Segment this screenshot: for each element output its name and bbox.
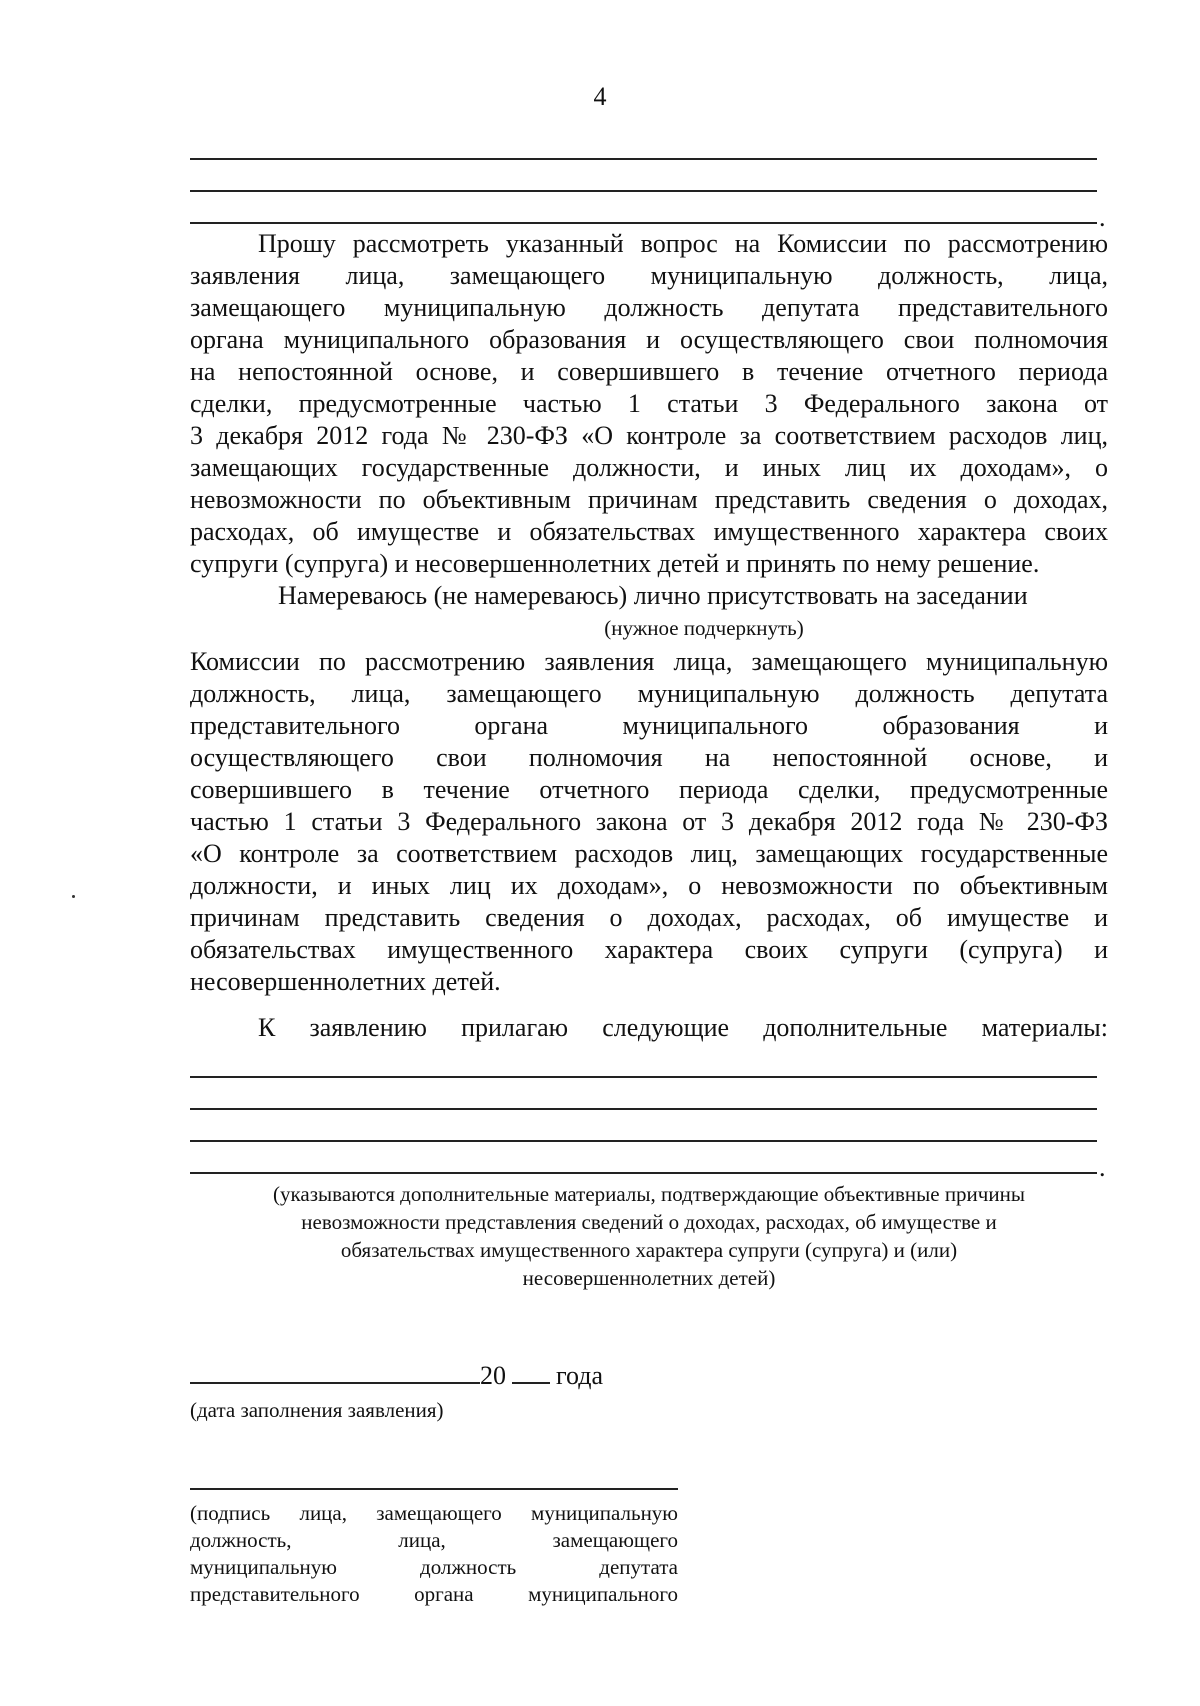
text-line: замещающего муниципальную должность депутата представительного bbox=[190, 293, 1108, 322]
text-line: супруги (супруга) и несовершеннолетних детей и принять по нему решение. bbox=[190, 549, 1040, 578]
text-line: должности, и иных лиц их доходам», о невозможности по объективным bbox=[190, 871, 1108, 900]
note-line: несовершеннолетних детей) bbox=[522, 1266, 776, 1290]
year-suffix: года bbox=[556, 1361, 604, 1390]
text-line: расходах, об имуществе и обязательствах имущественного характера своих bbox=[190, 517, 1108, 546]
signature-line[interactable] bbox=[190, 1488, 678, 1490]
text-line: на непостоянной основе, и совершившего в течение отчетного периода bbox=[190, 357, 1108, 386]
text-line: «О контроле за соответствием расходов лиц, замещающих государственные bbox=[190, 839, 1108, 868]
text-line: обязательствах имущественного характера своих супруги (супруга) и bbox=[190, 935, 1108, 964]
date-blank[interactable] bbox=[190, 1360, 480, 1384]
page-number: 4 bbox=[593, 82, 607, 111]
text-line: сделки, предусмотренные частью 1 статьи 3 Федерального закона от bbox=[190, 389, 1108, 418]
date-field bbox=[190, 1360, 603, 1391]
caption-line: представительного органа муниципального bbox=[190, 1582, 678, 1606]
blank-line bbox=[190, 222, 1097, 224]
attachments-note bbox=[190, 1180, 1108, 1292]
text-line: причинам представить сведения о доходах, расходах, об имуществе и bbox=[190, 903, 1108, 932]
year-blank[interactable] bbox=[512, 1360, 550, 1384]
intent-text: Намереваюсь (не намереваюсь) лично присутствовать на заседании bbox=[278, 581, 1028, 610]
signature-caption bbox=[190, 1500, 678, 1608]
request-paragraph bbox=[190, 228, 1108, 580]
intent-line bbox=[190, 580, 1108, 612]
blank-line bbox=[190, 158, 1097, 160]
caption-line: муниципальную должность депутата bbox=[190, 1555, 678, 1579]
note-line: обязательствах имущественного характера супруги (супруга) и (или) bbox=[340, 1238, 958, 1262]
text-line: частью 1 статьи 3 Федерального закона от 3 декабря 2012 года № 230-ФЗ bbox=[190, 807, 1108, 836]
attachments-text: К заявлению прилагаю следующие дополнительные материалы: bbox=[258, 1013, 1108, 1042]
blank-line bbox=[190, 1172, 1097, 1174]
blank-line bbox=[190, 190, 1097, 192]
commission-paragraph bbox=[190, 646, 1108, 998]
text-line: невозможности по объективным причинам представить сведения о доходах, bbox=[190, 485, 1108, 514]
intent-note: (нужное подчеркнуть) bbox=[604, 616, 804, 640]
caption-line: должность, лица, замещающего bbox=[190, 1528, 678, 1552]
blank-line bbox=[190, 1076, 1097, 1078]
caption-line: (подпись лица, замещающего муниципальную bbox=[190, 1501, 678, 1525]
text-line: представительного органа муниципального образования и bbox=[190, 711, 1108, 740]
text-line: совершившего в течение отчетного периода сделки, предусмотренные bbox=[190, 775, 1108, 804]
year-prefix: 20 bbox=[480, 1361, 506, 1390]
line-end-period: . bbox=[1099, 1153, 1106, 1182]
note-line: (указываются дополнительные материалы, подтверждающие объективные причины bbox=[273, 1182, 1025, 1206]
blank-line bbox=[190, 1140, 1097, 1142]
note-line: невозможности представления сведений о доходах, расходах, об имуществе и bbox=[301, 1210, 997, 1234]
text-line: Прошу рассмотреть указанный вопрос на Комиссии по рассмотрению bbox=[258, 229, 1108, 258]
text-line: 3 декабря 2012 года № 230-ФЗ «О контроле за соответствием расходов лиц, bbox=[190, 421, 1108, 450]
line-end-period: . bbox=[1099, 203, 1106, 232]
text-line: замещающих государственные должности, и иных лиц их доходам», о bbox=[190, 453, 1108, 482]
scan-speck bbox=[72, 895, 75, 898]
text-line: Комиссии по рассмотрению заявления лица, замещающего муниципальную bbox=[190, 647, 1108, 676]
blank-line bbox=[190, 1108, 1097, 1110]
text-line: несовершеннолетних детей. bbox=[190, 967, 501, 996]
text-line: должность, лица, замещающего муниципальную должность депутата bbox=[190, 679, 1108, 708]
date-caption: (дата заполнения заявления) bbox=[190, 1398, 444, 1422]
text-line: заявления лица, замещающего муниципальную должность, лица, bbox=[190, 261, 1108, 290]
text-line: осуществляющего свои полномочия на непостоянной основе, и bbox=[190, 743, 1108, 772]
text-line: органа муниципального образования и осуществляющего свои полномочия bbox=[190, 325, 1108, 354]
attachments-line bbox=[190, 1012, 1108, 1044]
